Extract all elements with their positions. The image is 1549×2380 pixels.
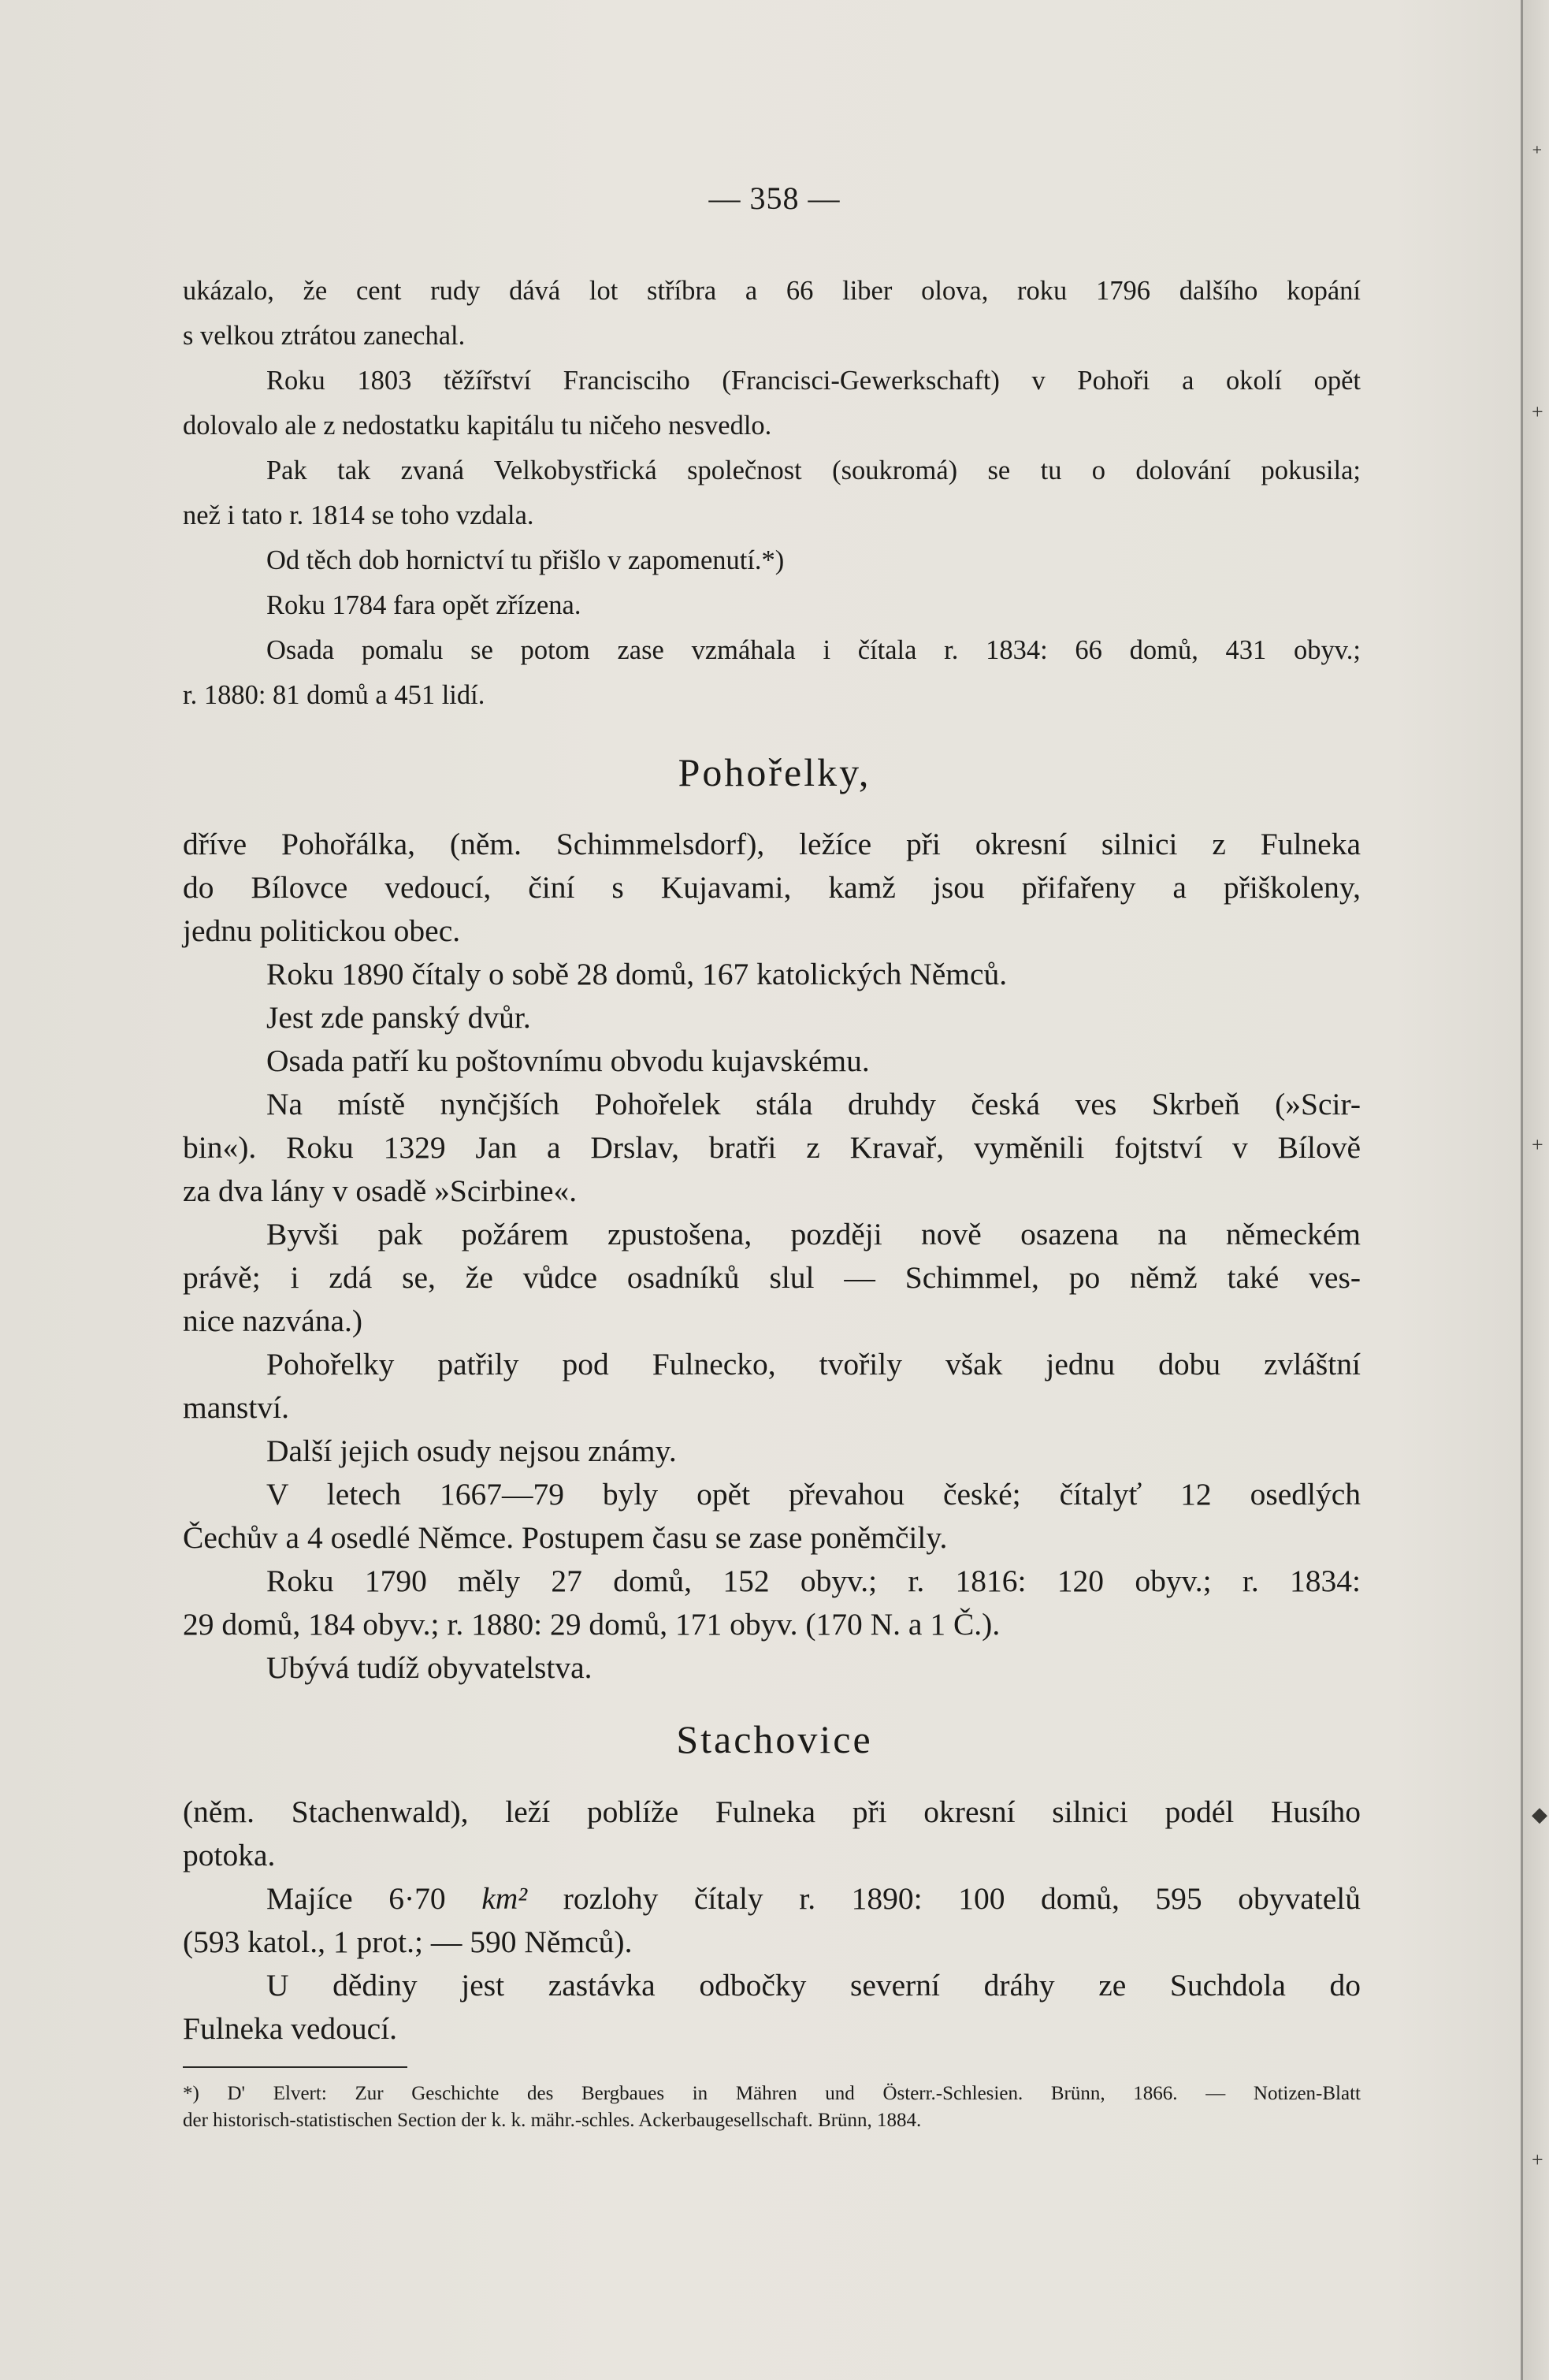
text-line: Pak tak zvaná Velkobystřická společnost (soukromá) se tu o dolování pokusila; — [266, 456, 1361, 485]
section-pohorelky-text — [183, 823, 1361, 1690]
text-line: Fulneka vedoucí. — [183, 2011, 398, 2046]
text-line: Roku 1803 těžířství Francisciho (Francisci-Gewerkschaft) v Pohoři a okolí opět — [266, 366, 1361, 396]
footnote-line: *) D' Elvert: Zur Geschichte des Bergbaues in Mähren und Österr.-Schlesien. Brünn, 1866. — Notizen-Blatt — [183, 2083, 1361, 2104]
text-line: dolovalo ale z nedostatku kapitálu tu ničeho nesvedlo. — [183, 411, 772, 441]
section-heading-stachovice: Stachovice — [676, 1717, 873, 1761]
intro-text — [183, 269, 1361, 718]
margin-mark: ◆ — [1532, 1803, 1547, 1826]
text-line — [183, 1877, 1361, 1921]
footnote-rule — [183, 2066, 407, 2068]
text-line: V letech 1667—79 byly opět převahou české; čítalyť 12 osedlých — [266, 1477, 1361, 1512]
text-line: Pohořelky patřily pod Fulnecko, tvořily však jednu dobu zvláštní — [266, 1347, 1361, 1382]
text-line: (593 katol., 1 prot.; — 590 Němců). — [183, 1924, 633, 1959]
text-line: r. 1880: 81 domů a 451 lidí. — [183, 680, 485, 710]
text-line: Na místě nynčjších Pohořelek stála druhdy česká ves Skrbeň (»Scir- — [266, 1087, 1361, 1121]
text-line: právě; i zdá se, že vůdce osadníků slul — Schimmel, po němž také ves- — [183, 1260, 1361, 1295]
text-line: Byvši pak požárem zpustošena, později nově osazena na německém — [266, 1217, 1361, 1251]
area-suffix: rozlohy čítaly r. 1890: 100 domů, 595 obyvatelů — [563, 1881, 1361, 1916]
text-line: než i tato r. 1814 se toho vzdala. — [183, 500, 534, 530]
page-number: — 358 — — [708, 180, 841, 216]
margin-mark: + — [1532, 1133, 1543, 1156]
margin-mark: + — [1532, 400, 1543, 423]
area-prefix: Majíce 6·70 — [266, 1881, 446, 1916]
text-line: Osada patří ku poštovnímu obvodu kujavskému. — [266, 1043, 870, 1078]
text-line: Roku 1890 čítaly o sobě 28 domů, 167 katolických Němců. — [266, 957, 1008, 991]
section-stachovice-text — [183, 1791, 1361, 2051]
text-line: Od těch dob hornictví tu přišlo v zapomenutí.*) — [266, 545, 785, 575]
text-line: Osada pomalu se potom zase vzmáhala i čítala r. 1834: 66 domů, 431 obyv.; — [266, 635, 1361, 665]
text-line: Jest zde panský dvůr. — [266, 1000, 531, 1035]
text-line: jednu politickou obec. — [183, 913, 461, 948]
text-line: manství. — [183, 1390, 289, 1425]
text-line: Čechův a 4 osedlé Němce. Postupem času se zase poněmčily. — [183, 1520, 948, 1555]
text-line: (něm. Stachenwald), leží poblíže Fulneka při okresní silnici podél Husího — [183, 1794, 1361, 1829]
text-line: do Bílovce vedoucí, činí s Kujavami, kamž jsou přifařeny a přiškoleny, — [183, 870, 1361, 905]
page-edge-shadow — [1523, 0, 1549, 2380]
text-line: nice nazvána.) — [183, 1303, 363, 1338]
text-line: bin«). Roku 1329 Jan a Drslav, bratři z Kravař, vyměnili fojtství v Bílově — [183, 1130, 1361, 1165]
section-heading-pohorelky: Pohořelky, — [678, 750, 871, 794]
footnote-line: der historisch-statistischen Section der k. k. mähr.-schles. Ackerbaugesellschaft. Brünn, 1884. — [183, 2110, 922, 2131]
text-line: Roku 1784 fara opět zřízena. — [266, 590, 581, 620]
footnote — [183, 2081, 1361, 2134]
text-line: Roku 1790 měly 27 domů, 152 obyv.; r. 1816: 120 obyv.; r. 1834: — [266, 1564, 1361, 1598]
area-unit: km² — [481, 1881, 528, 1916]
text-line: Ubývá tudíž obyvatelstva. — [266, 1650, 592, 1685]
margin-mark: ⁺ — [1532, 142, 1543, 165]
text-line: 29 domů, 184 obyv.; r. 1880: 29 domů, 171 obyv. (170 N. a 1 Č.). — [183, 1607, 1001, 1642]
text-line: ukázalo, že cent rudy dává lot stříbra a 66 liber olova, roku 1796 dalšího kopání — [183, 276, 1361, 306]
text-line: za dva lány v osadě »Scirbine«. — [183, 1173, 578, 1208]
margin-mark: + — [1532, 2148, 1543, 2171]
text-line: dříve Pohořálka, (něm. Schimmelsdorf), ležíce při okresní silnici z Fulneka — [183, 827, 1361, 861]
text-line: U dědiny jest zastávka odbočky severní dráhy ze Suchdola do — [266, 1968, 1361, 2003]
text-line: potoka. — [183, 1838, 276, 1872]
text-line: s velkou ztrátou zanechal. — [183, 321, 466, 351]
text-line: Další jejich osudy nejsou známy. — [266, 1434, 677, 1468]
